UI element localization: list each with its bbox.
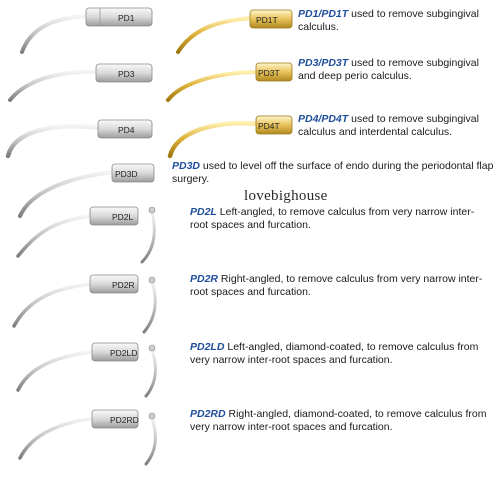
tip-label-pd3: PD3 xyxy=(118,69,135,79)
tip-label-pd2ld: PD2LD xyxy=(110,348,138,358)
tip-label-pd2rd: PD2RD xyxy=(110,415,139,425)
description-pd3: PD3/PD3T used to remove subgingival and deep perio calculus. xyxy=(298,57,479,82)
tip-label-pd1t: PD1T xyxy=(256,15,278,25)
pd2l-tip xyxy=(18,207,155,262)
code-pd2r: PD2R xyxy=(190,273,219,285)
code-pd3: PD3/PD3T xyxy=(298,57,349,69)
tip-label-pd2r: PD2R xyxy=(112,280,135,290)
code-pd2rd: PD2RD xyxy=(190,408,226,420)
tip-label-pd4: PD4 xyxy=(118,125,135,135)
description-pd1: PD1/PD1T used to remove subgingival calculus. xyxy=(298,8,479,33)
description-pd2r: PD2R Right-angled, to remove calculus from very narrow inter-root spaces and furcation. xyxy=(190,273,483,298)
tip-label-pd3t: PD3T xyxy=(258,68,280,78)
code-pd3d: PD3D xyxy=(172,160,201,172)
code-pd2ld: PD2LD xyxy=(190,341,225,353)
description-pd2ld: PD2LD Left-angled, diamond-coated, to remove calculus from very narrow inter-root spaces and furcation. xyxy=(190,341,479,366)
tip-label-pd4t: PD4T xyxy=(258,121,280,131)
code-pd4: PD4/PD4T xyxy=(298,113,349,125)
description-pd2rd: PD2RD Right-angled, diamond-coated, to remove calculus from very narrow inter-root spaces and furcation. xyxy=(190,408,487,433)
description-pd2l: PD2L Left-angled, to remove calculus from very narrow inter-root spaces and furcation. xyxy=(190,206,475,231)
description-pd4: PD4/PD4T used to remove subgingival calculus and interdental calculus. xyxy=(298,113,479,138)
description-pd3d: PD3D used to level off the surface of endo during the periodontal flap surgery. xyxy=(172,160,494,185)
tip-label-pd2l: PD2L xyxy=(112,212,134,222)
watermark: lovebighouse xyxy=(244,188,328,204)
tip-label-pd1: PD1 xyxy=(118,13,135,23)
code-pd1: PD1/PD1T xyxy=(298,8,349,20)
tip-label-pd3d: PD3D xyxy=(115,169,138,179)
code-pd2l: PD2L xyxy=(190,206,217,218)
